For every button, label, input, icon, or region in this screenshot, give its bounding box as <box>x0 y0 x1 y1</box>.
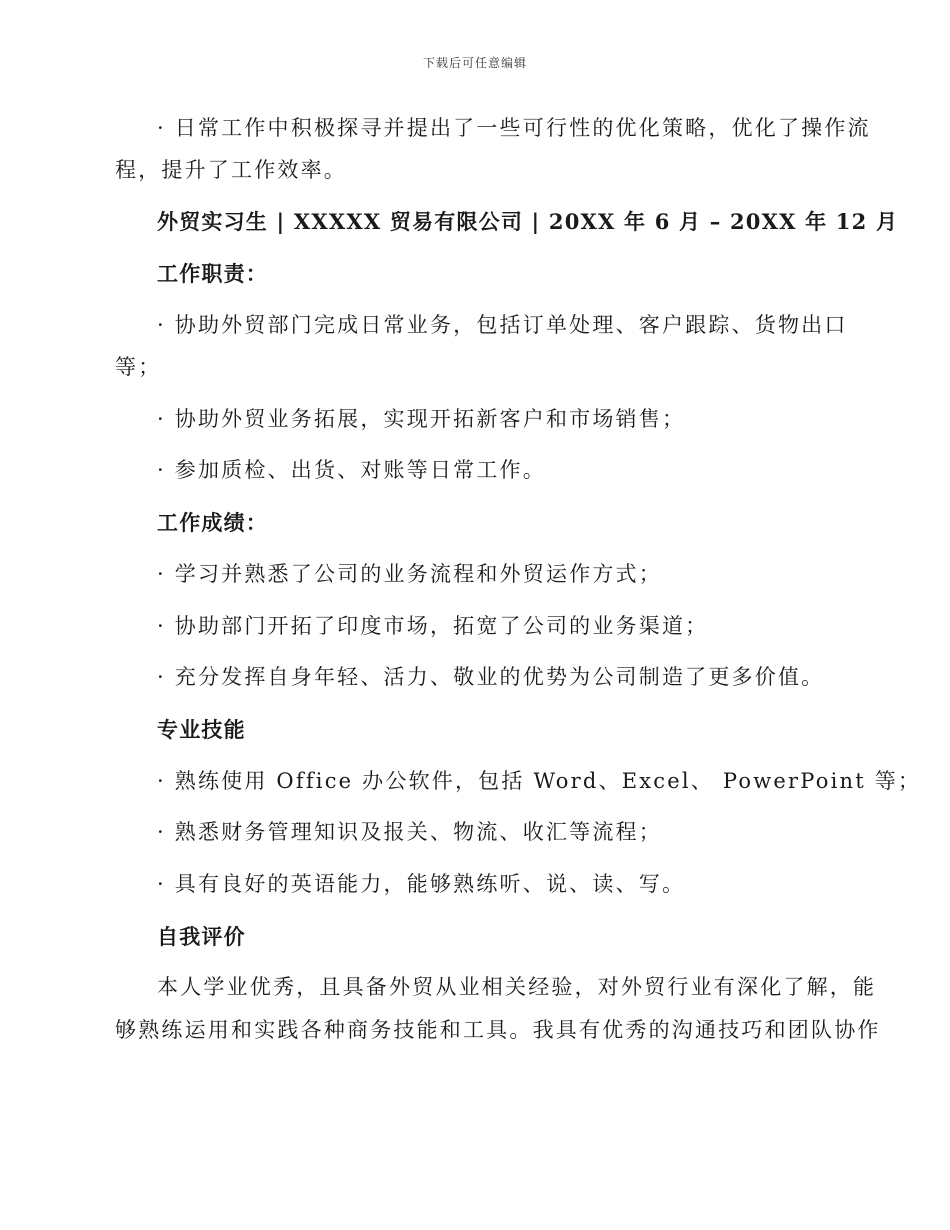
page-header: 下载后可任意编辑 <box>422 56 527 70</box>
bullet-line: · 充分发挥自身年轻、活力、敬业的优势为公司制造了更多价值。 <box>157 665 825 689</box>
text-line: 等； <box>115 355 162 379</box>
section-subheading: 工作职责： <box>157 261 268 286</box>
text-line: 程，提升了工作效率。 <box>115 158 347 182</box>
bullet-line: · 熟练使用 Office 办公软件，包括 Word、Excel、 PowerPoint 等； <box>157 769 922 793</box>
section-heading: 自我评价 <box>157 924 246 949</box>
bullet-line: · 协助外贸业务拓展，实现开拓新客户和市场销售； <box>157 407 686 431</box>
paragraph-line: 本人学业优秀，且具备外贸从业相关经验，对外贸行业有深化了解，能 <box>157 975 877 999</box>
paragraph-line: 够熟练运用和实践各种商务技能和工具。我具有优秀的沟通技巧和团队协作 <box>115 1018 881 1042</box>
bullet-line: · 日常工作中积极探寻并提出了一些可行性的优化策略，优化了操作流 <box>157 116 871 140</box>
bullet-line: · 协助外贸部门完成日常业务，包括订单处理、客户跟踪、货物出口 <box>157 313 848 337</box>
job-title-heading: 外贸实习生 | XXXXX 贸易有限公司 | 20XX 年 6 月 – 20XX 年 12 月 <box>157 209 899 234</box>
section-heading: 专业技能 <box>157 717 246 742</box>
bullet-line: · 协助部门开拓了印度市场，拓宽了公司的业务渠道； <box>157 614 709 638</box>
bullet-line: · 具有良好的英语能力，能够熟练听、说、读、写。 <box>157 872 686 896</box>
bullet-line: · 学习并熟悉了公司的业务流程和外贸运作方式； <box>157 562 662 586</box>
bullet-line: · 熟悉财务管理知识及报关、物流、收汇等流程； <box>157 820 662 844</box>
bullet-line: · 参加质检、出货、对账等日常工作。 <box>157 458 546 482</box>
section-subheading: 工作成绩： <box>157 510 268 535</box>
